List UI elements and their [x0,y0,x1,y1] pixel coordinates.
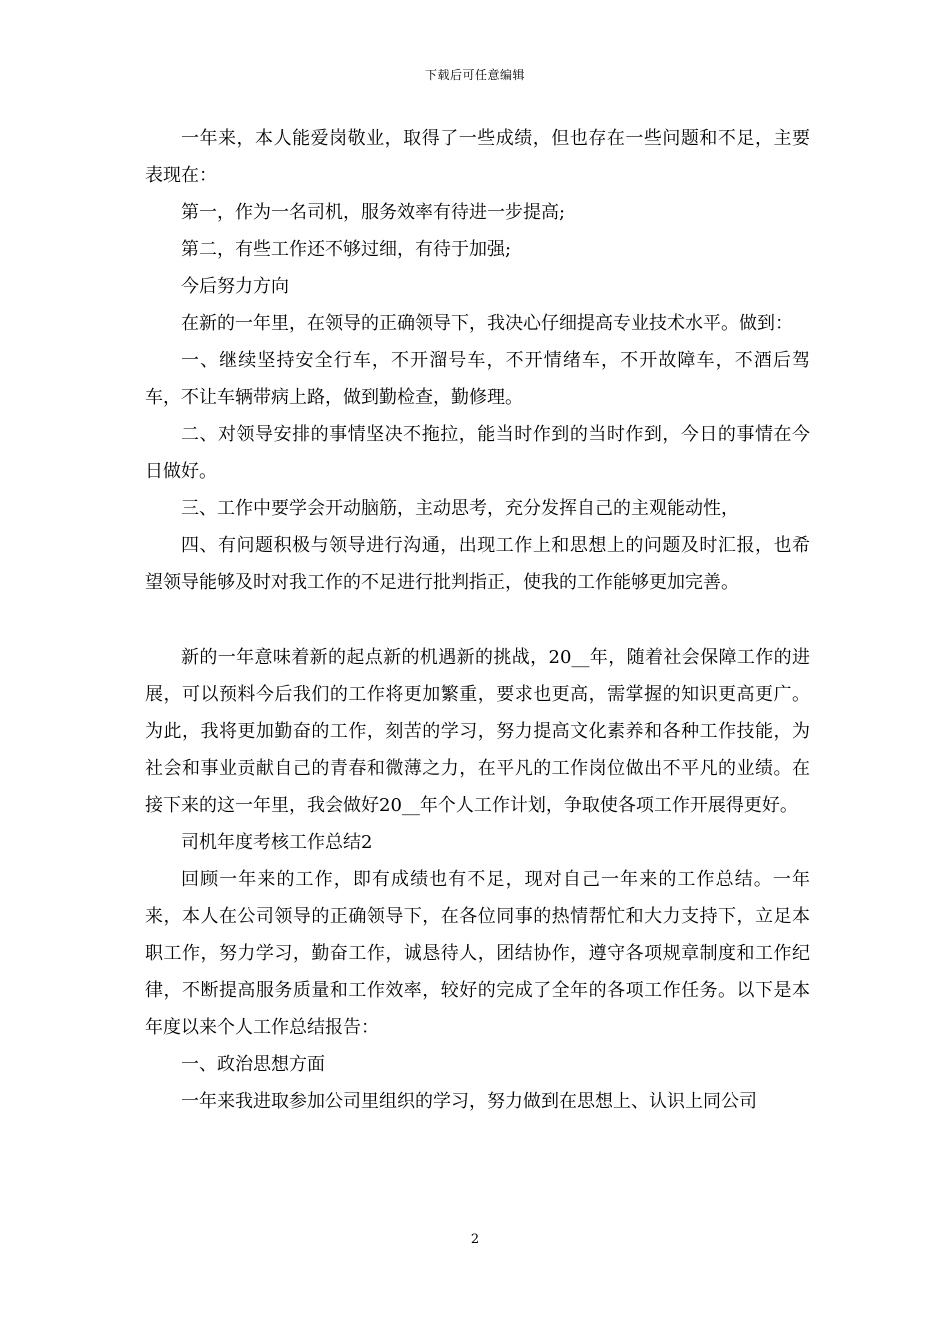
paragraph: 一年来我进取参加公司里组织的学习，努力做到在思想上、认识上同公司 [181,1091,757,1112]
document-title: 司机年度考核工作总结2 [181,832,373,853]
paragraph: 二、对领导安排的事情坚决不拖拉，能当时作到的当时作到，今日的事情在今日做好。 [145,424,810,482]
paragraph: 在新的一年里，在领导的正确领导下，我决心仔细提高专业技术水平。做到： [181,313,793,334]
section-heading: 今后努力方向 [181,276,289,297]
page-header: 下载后可任意编辑 [424,68,525,82]
section-heading: 一、政治思想方面 [181,1054,325,1075]
page-number: 2 [470,1232,480,1247]
paragraph: 第二，有些工作还不够过细，有待于加强; [181,239,512,260]
paragraph: 一年来，本人能爱岗敬业，取得了一些成绩，但也存在一些问题和不足，主要表现在： [145,128,810,186]
paragraph: 新的一年意味着新的起点新的机遇新的挑战，20__年，随着社会保障工作的进展，可以预料今后我们的工作将更加繁重，要求也更高，需掌握的知识更高更广。为此，我将更加勤奋的工作，刻苦的学习，努力提高文化素养和各种工作技能，为社会和事业贡献自己的青春和微薄之力，在平凡的工作岗位做出不平凡的业绩。在接下来的这一年里，我会做好20__年个人工作计划，争取使各项工作开展得更好。 [145,647,810,816]
document-body [145,120,810,1120]
paragraph: 第一，作为一名司机，服务效率有待进一步提高; [181,202,566,223]
paragraph: 三、工作中要学会开动脑筋，主动思考，充分发挥自己的主观能动性， [181,498,739,519]
paragraph: 回顾一年来的工作，即有成绩也有不足，现对自己一年来的工作总结。一年来，本人在公司领导的正确领导下，在各位同事的热情帮忙和大力支持下，立足本职工作，努力学习，勤奋工作，诚恳待人，团结协作，遵守各项规章制度和工作纪律，不断提高服务质量和工作效率，较好的完成了全年的各项工作任务。以下是本年度以来个人工作总结报告： [145,869,810,1038]
paragraph: 四、有问题积极与领导进行沟通，出现工作上和思想上的问题及时汇报，也希望领导能够及时对我工作的不足进行批判指正，使我的工作能够更加完善。 [145,535,810,593]
paragraph: 一、继续坚持安全行车，不开溜号车，不开情绪车，不开故障车，不酒后驾车，不让车辆带病上路，做到勤检查，勤修理。 [145,350,810,408]
